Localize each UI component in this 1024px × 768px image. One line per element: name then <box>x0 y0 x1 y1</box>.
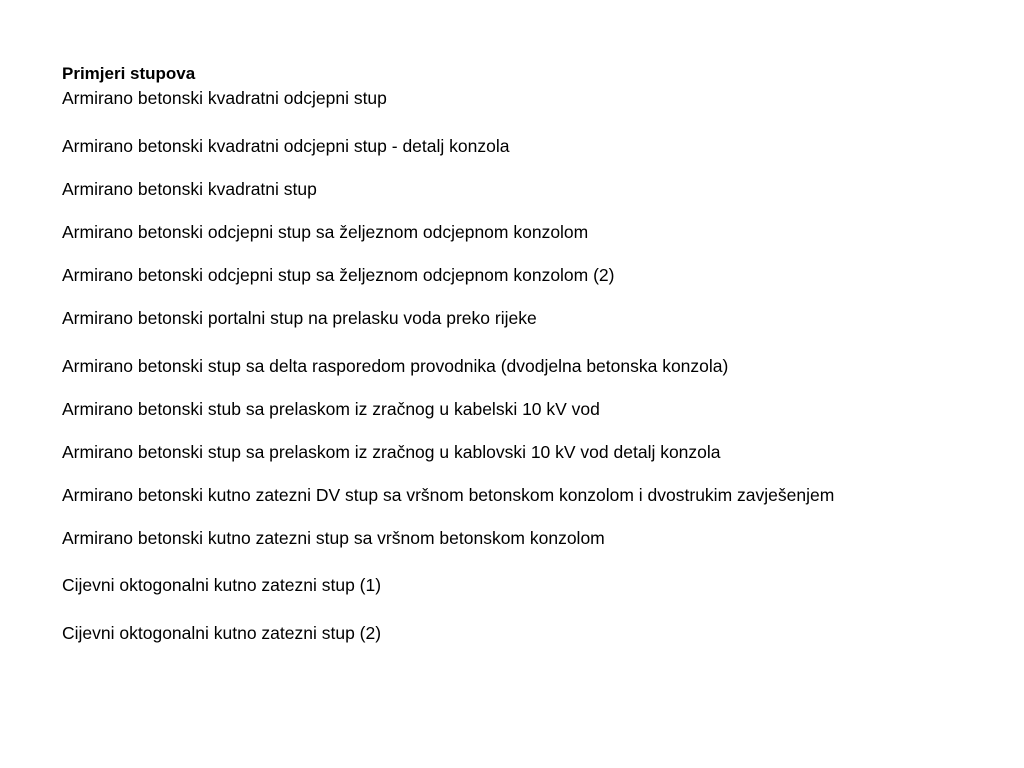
page-title: Primjeri stupova <box>62 64 196 83</box>
list-item-link[interactable]: Armirano betonski kvadratni stup <box>62 179 317 199</box>
list-item-link[interactable]: Armirano betonski portalni stup na prelasku voda preko rijeke <box>62 308 537 328</box>
list-item-link[interactable]: Armirano betonski stub sa prelaskom iz zračnog u kabelski 10 kV vod <box>62 399 600 419</box>
list-item-link[interactable]: Cijevni oktogonalni kutno zatezni stup (2) <box>62 623 382 643</box>
list-item-link[interactable]: Armirano betonski stup sa delta rasporedom provodnika (dvodjelna betonska konzola) <box>62 356 729 376</box>
list-item-link[interactable]: Armirano betonski odcjepni stup sa željeznom odcjepnom konzolom <box>62 222 589 242</box>
list-item-link[interactable]: Armirano betonski stup sa prelaskom iz zračnog u kablovski 10 kV vod detalj konzola <box>62 442 721 462</box>
list-item-link[interactable]: Armirano betonski kvadratni odcjepni stup <box>62 88 387 108</box>
list-item-link[interactable]: Armirano betonski kvadratni odcjepni stup - detalj konzola <box>62 136 510 156</box>
list-item-link[interactable]: Armirano betonski kutno zatezni DV stup sa vršnom betonskom konzolom i dvostrukim zavješenjem <box>62 485 835 505</box>
list-item-link[interactable]: Armirano betonski kutno zatezni stup sa vršnom betonskom konzolom <box>62 528 605 548</box>
list-item-link[interactable]: Armirano betonski odcjepni stup sa željeznom odcjepnom konzolom (2) <box>62 265 615 285</box>
list-item-link[interactable]: Cijevni oktogonalni kutno zatezni stup (1) <box>62 575 382 595</box>
